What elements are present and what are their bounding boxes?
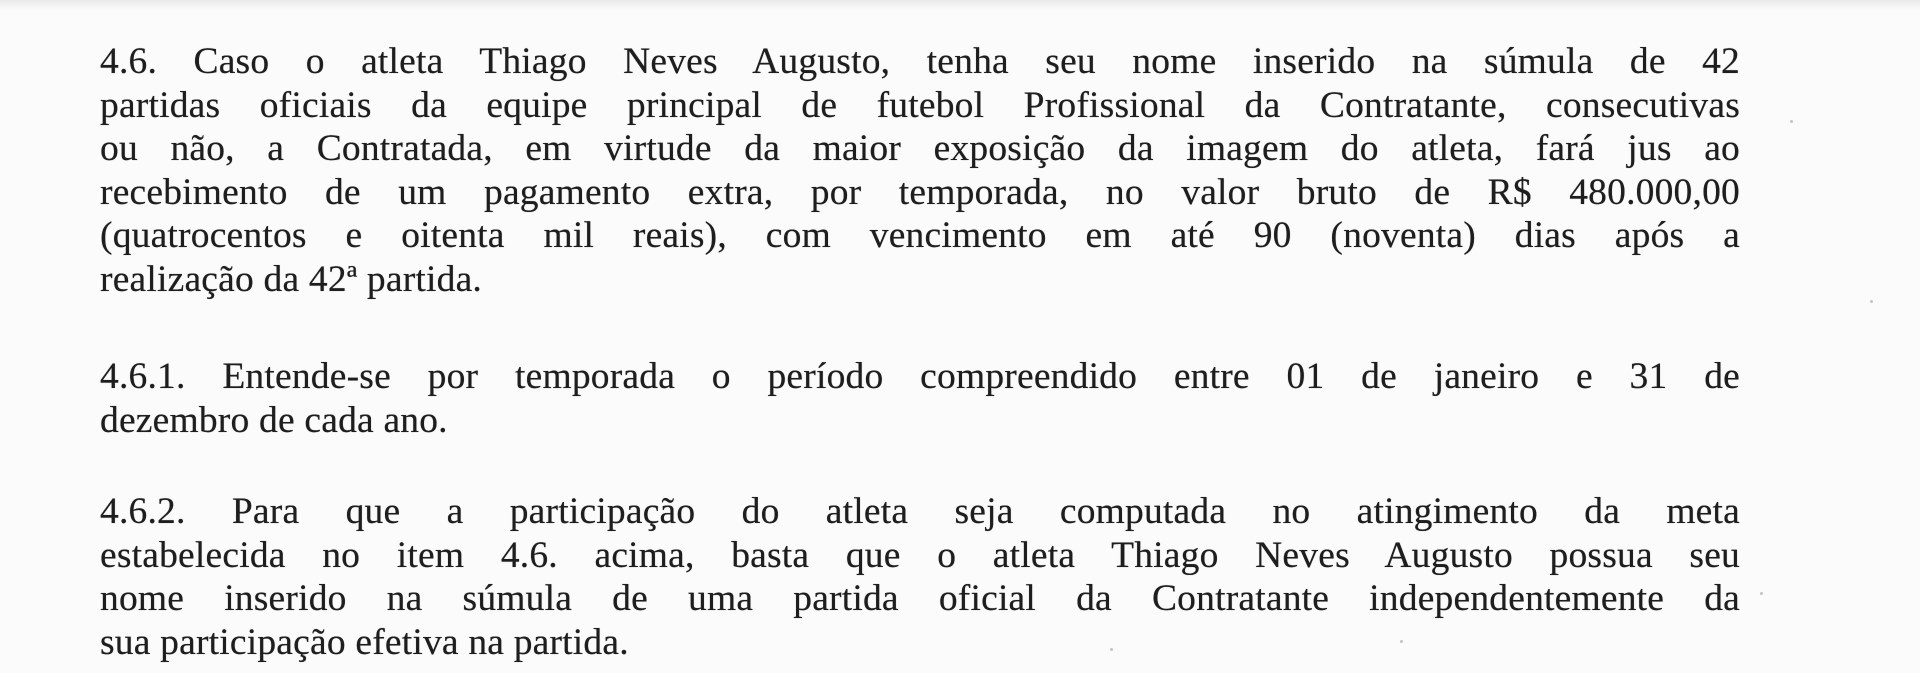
clause-4-6-line-2: partidas oficiais da equipe principal de futebol Profissional da Contratante, consecutivas (100, 84, 1740, 126)
scan-speck (1110, 648, 1113, 651)
clause-4-6-2 (100, 490, 1740, 664)
clause-4-6-2-line-3: nome inserido na súmula de uma partida oficial da Contratante independentemente da (100, 578, 1740, 619)
clause-4-6-line-1: 4.6. Caso o atleta Thiago Neves Augusto, tenha seu nome inserido na súmula de 42 (100, 41, 1740, 82)
clause-4-6-line-6: realização da 42ª partida. (100, 258, 482, 300)
clause-4-6 (100, 40, 1740, 301)
scan-speck (1790, 120, 1793, 123)
clause-4-6-line-5: (quatrocentos e oitenta mil reais), com vencimento em até 90 (noventa) dias após a (100, 215, 1740, 256)
clause-4-6-2-line-2: estabelecida no item 4.6. acima, basta que o atleta Thiago Neves Augusto possua seu (100, 534, 1740, 576)
scan-speck (1870, 300, 1873, 303)
scan-speck (1400, 640, 1403, 643)
clause-4-6-line-3: ou não, a Contratada, em virtude da maior exposição da imagem do atleta, fará jus ao (100, 128, 1740, 169)
clause-4-6-2-line-4: sua participação efetiva na partida. (100, 621, 629, 663)
scan-speck (1760, 592, 1763, 595)
scan-top-shadow (0, 0, 1920, 10)
clause-4-6-1-line-1: 4.6.1. Entende-se por temporada o período compreendido entre 01 de janeiro e 31 de (100, 356, 1740, 397)
clause-4-6-line-4: recebimento de um pagamento extra, por temporada, no valor bruto de R$ 480.000,00 (100, 171, 1740, 213)
clause-4-6-1 (100, 355, 1740, 442)
clause-4-6-1-line-2: dezembro de cada ano. (100, 399, 448, 441)
clause-4-6-2-line-1: 4.6.2. Para que a participação do atleta seja computada no atingimento da meta (100, 491, 1740, 532)
